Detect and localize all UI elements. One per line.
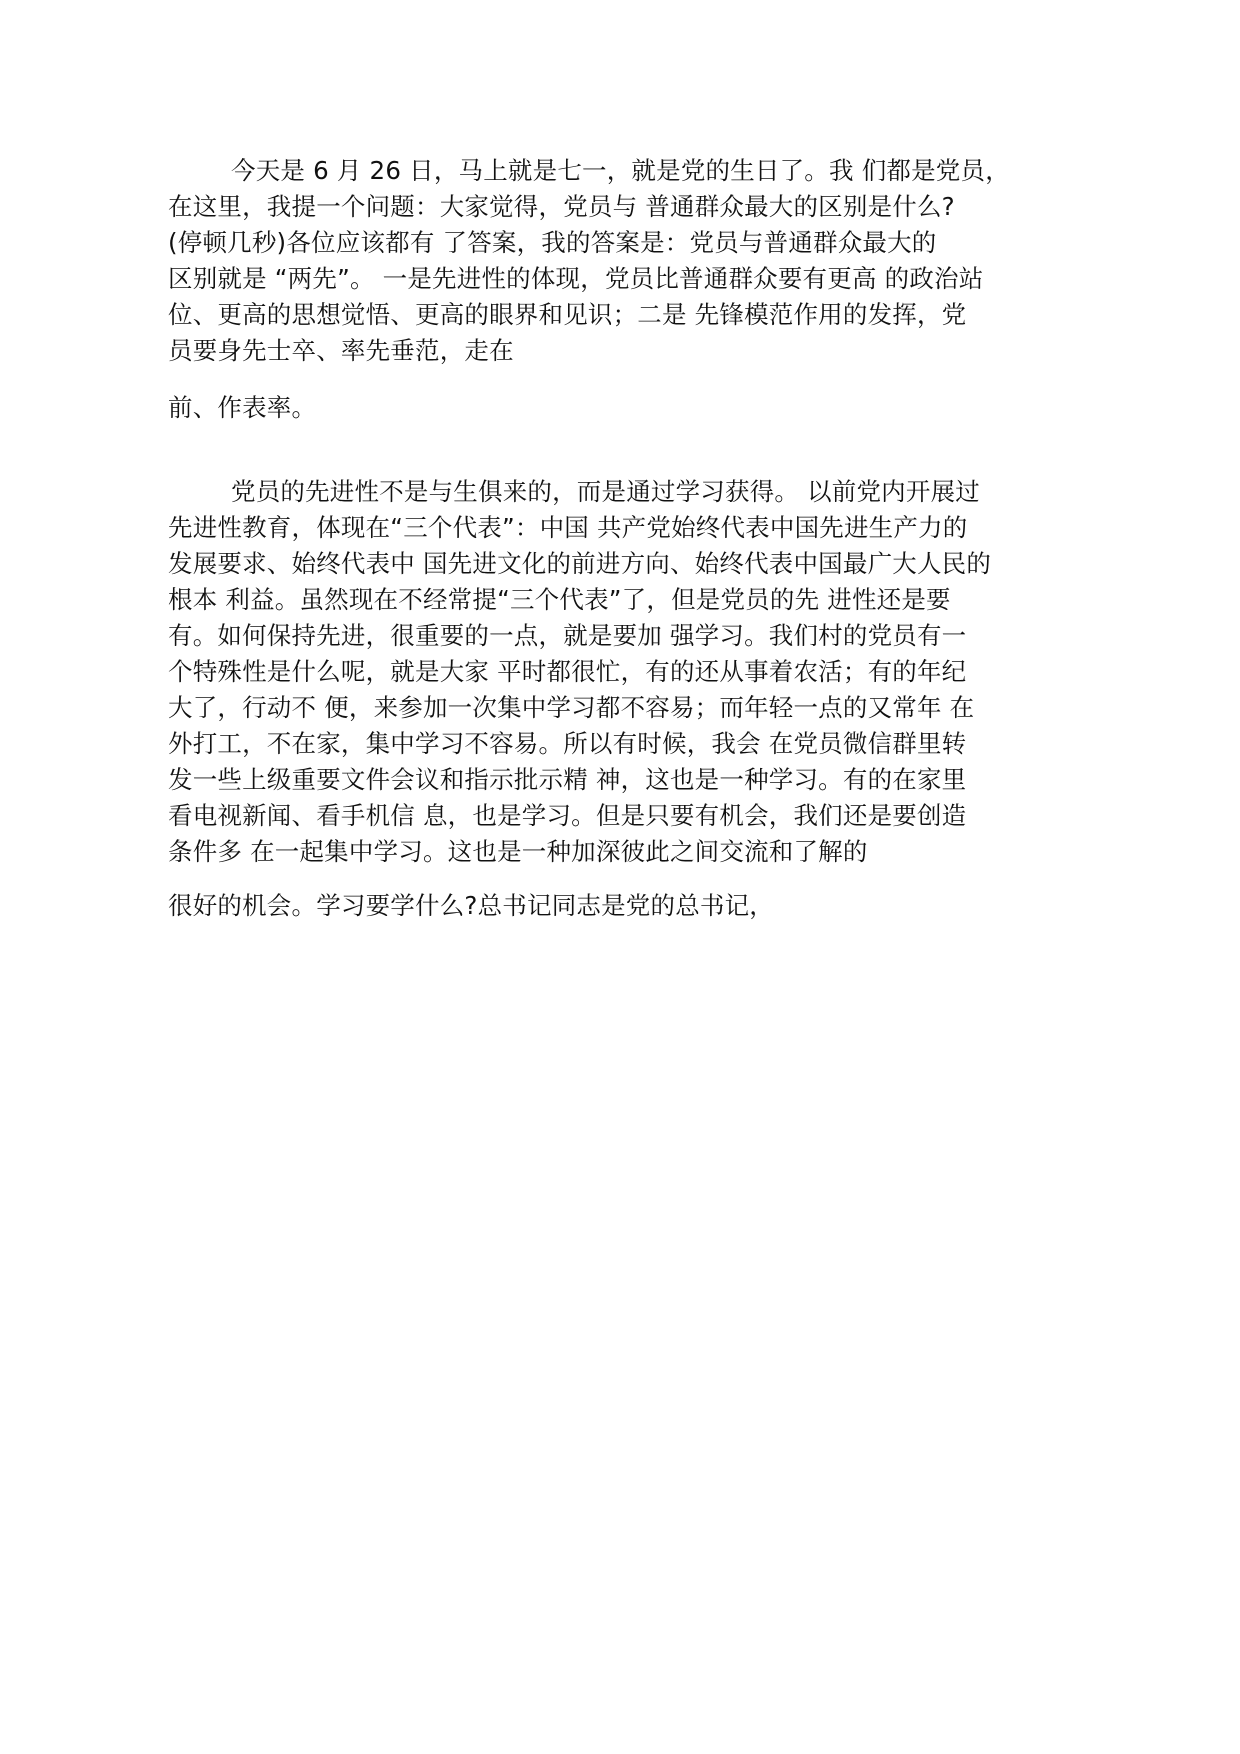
paragraph-2-tail: 很好的机会。学习要学什么?总书记同志是党的总书记， xyxy=(168,891,775,920)
paragraph-1-line-2: 在这里，我提一个问题：大家觉得，党员与 普通群众最大的区别是什么? xyxy=(168,192,955,221)
paragraph-2-line-1: 党员的先进性不是与生俱来的，而是通过学习获得。 以前党内开展过 xyxy=(231,477,980,506)
paragraph-1-line-4: 区别就是 “两先”。 一是先进性的体现，党员比普通群众要有更高 的政治站 xyxy=(168,264,984,293)
paragraph-1-line-5: 位、更高的思想觉悟、更高的眼界和见识；二是 先锋模范作用的发挥，党 xyxy=(168,300,967,329)
paragraph-2-line-9: 发一些上级重要文件会议和指示批示精 神，这也是一种学习。有的在家里 xyxy=(168,765,967,794)
paragraph-2-line-6: 个特殊性是什么呢，就是大家 平时都很忙，有的还从事着农活；有的年纪 xyxy=(168,657,967,686)
paragraph-2-line-7: 大了，行动不 便，来参加一次集中学习都不容易；而年轻一点的又常年 在 xyxy=(168,693,975,722)
paragraph-2-line-2: 先进性教育，体现在“三个代表”：中国 共产党始终代表中国先进生产力的 xyxy=(168,513,968,542)
paragraph-2-line-5: 有。如何保持先进，很重要的一点，就是要加 强学习。我们村的党员有一 xyxy=(168,621,967,650)
paragraph-1-tail: 前、作表率。 xyxy=(168,393,317,422)
paragraph-2-line-10: 看电视新闻、看手机信 息，也是学习。但是只要有机会，我们还是要创造 xyxy=(168,801,967,830)
paragraph-1-line-6: 员要身先士卒、率先垂范，走在 xyxy=(168,336,514,365)
paragraph-2-line-3: 发展要求、始终代表中 国先进文化的前进方向、始终代表中国最广大人民的 xyxy=(168,549,992,578)
paragraph-1-line-3: (停顿几秒)各位应该都有 了答案，我的答案是：党员与普通群众最大的 xyxy=(168,228,937,257)
paragraph-2-line-11: 条件多 在一起集中学习。这也是一种加深彼此之间交流和了解的 xyxy=(168,837,868,866)
paragraph-2-line-4: 根本 利益。虽然现在不经常提“三个代表”了，但是党员的先 进性还是要 xyxy=(168,585,951,614)
paragraph-2-line-8: 外打工，不在家，集中学习不容易。所以有时候，我会 在党员微信群里转 xyxy=(168,729,967,758)
paragraph-1-line-1: 今天是 6 月 26 日，马上就是七一，就是党的生日了。我 们都是党员， xyxy=(231,156,1010,185)
